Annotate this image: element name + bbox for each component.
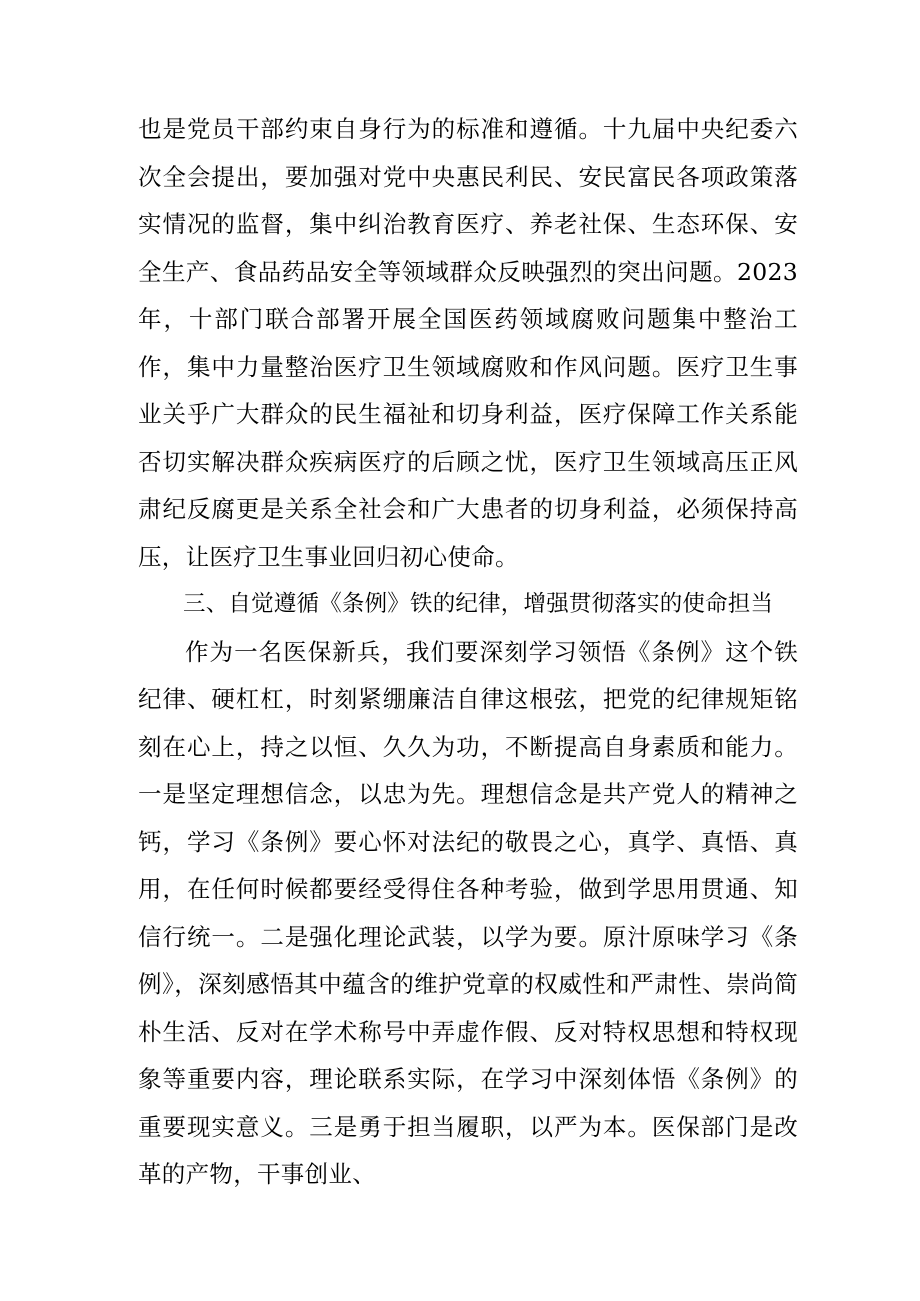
body-paragraph-2: 作为一名医保新兵，我们要深刻学习领悟《条例》这个铁纪律、硬杠杠，时刻紧绷廉洁自律这根弦，把党的纪律规矩铭刻在心上，持之以恒、久久为功，不断提高自身素质和能力。一是坚定理想信念，以忠为先。理想信念是共产党人的精神之钙，学习《条例》要心怀对法纪的敬畏之心，真学、真悟、真用，在任何时候都要经受得住各种考验，做到学思用贯通、知信行统一。二是强化理论武装，以学为要。原汁原味学习《条例》，深刻感悟其中蕴含的维护党章的权威性和严肃性、崇尚简朴生活、反对在学术称号中弄虚作假、反对特权思想和特权现象等重要内容，理论联系实际，在学习中深刻体悟《条例》的重要现实意义。三是勇于担当履职，以严为本。医保部门是改革的产物，干事创业、 [138, 637, 798, 1188]
section-heading-3: 三、自觉遵循《条例》铁的纪律，增强贯彻落实的使命担当 [183, 591, 774, 617]
body-paragraph-1: 也是党员干部约束自身行为的标准和遵循。十九届中央纪委六次全会提出，要加强对党中央惠民利民、安民富民各项政策落实情况的监督，集中纠治教育医疗、养老社保、生态环保、安全生产、食品药品安全等领域群众反映强烈的突出问题。2023年，十部门联合部署开展全国医药领域腐败问题集中整治工作，集中力量整治医疗卫生领域腐败和作风问题。医疗卫生事业关乎广大群众的民生福祉和切身利益，医疗保障工作关系能否切实解决群众疾病医疗的后顾之忧，医疗卫生领域高压正风肃纪反腐更是关系全社会和广大患者的切身利益，必须保持高压，让医疗卫生事业回归初心使命。 [138, 115, 798, 571]
document-page [138, 106, 798, 1199]
